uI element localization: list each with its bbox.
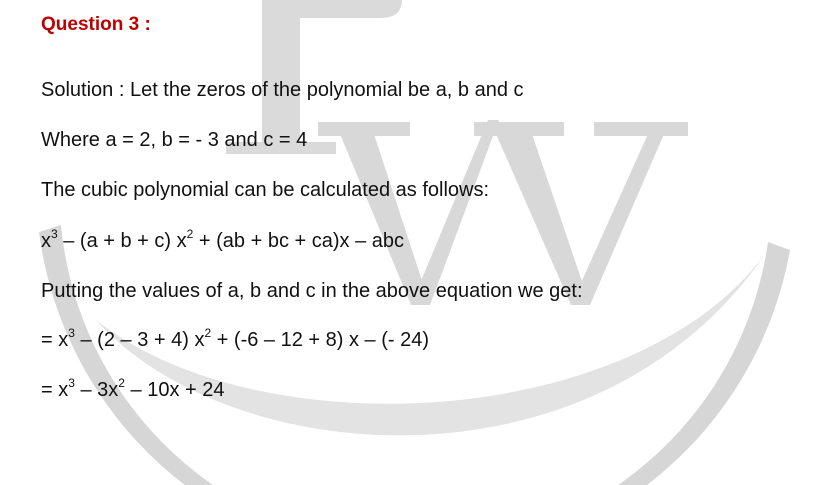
formula-exponent: 2 bbox=[186, 227, 194, 242]
formula-exponent: 3 bbox=[68, 376, 75, 391]
result-polynomial bbox=[41, 378, 225, 402]
formula-part: = x bbox=[41, 379, 69, 401]
formula-part: – 10x + 24 bbox=[124, 379, 225, 401]
question-heading: Question 3 : bbox=[41, 14, 151, 35]
formula-part: – (2 – 3 + 4) x bbox=[74, 329, 205, 351]
formula-part: – (a + b + c) x bbox=[57, 230, 187, 252]
formula-exponent: 3 bbox=[51, 227, 58, 242]
formula-part: x bbox=[41, 230, 51, 252]
formula-part: + (-6 – 12 + 8) x – (- 24) bbox=[211, 329, 430, 351]
formula-part: – 3x bbox=[74, 379, 119, 401]
substitution-intro: Putting the values of a, b and c in the above equation we get: bbox=[41, 280, 583, 302]
formula-exponent: 2 bbox=[118, 376, 125, 391]
substituted-formula bbox=[41, 328, 429, 352]
formula-exponent: 3 bbox=[68, 326, 75, 341]
formula-part: = x bbox=[41, 329, 69, 351]
method-statement: The cubic polynomial can be calculated as follows: bbox=[41, 179, 490, 201]
formula-part: + (ab + bc + ca)x – abc bbox=[193, 230, 405, 252]
general-formula bbox=[41, 229, 404, 253]
given-values: Where a = 2, b = - 3 and c = 4 bbox=[41, 129, 308, 151]
formula-exponent: 2 bbox=[204, 326, 212, 341]
solution-statement: Solution : Let the zeros of the polynomial be a, b and c bbox=[41, 79, 524, 101]
